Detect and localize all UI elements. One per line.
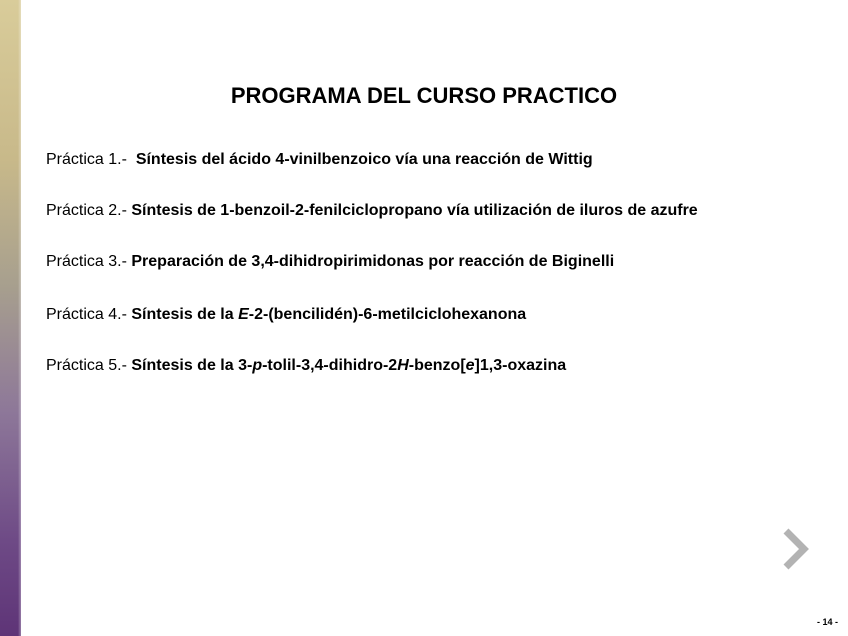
practice-item-5 [46, 357, 566, 375]
practice-label: Práctica 5.- [46, 357, 127, 374]
chevron-right-icon [780, 527, 810, 571]
practice-item-3 [46, 253, 614, 271]
practice-item-4 [46, 306, 526, 324]
page-number: - 14 - [816, 617, 838, 627]
practice-label: Práctica 1.- [46, 151, 127, 168]
practice-description: Síntesis de la 3-p-tolil-3,4-dihidro-2H-benzo[e]1,3-oxazina [131, 357, 567, 374]
practice-label: Práctica 2.- [46, 202, 127, 219]
practice-label: Práctica 4.- [46, 306, 127, 323]
practice-description: Síntesis de 1-benzoil-2-fenilciclopropano vía utilización de iluros de azufre [131, 202, 698, 219]
next-slide-button[interactable] [780, 527, 810, 571]
practice-description: Preparación de 3,4-dihidropirimidonas por reacción de Biginelli [131, 253, 615, 270]
practice-item-1 [46, 151, 593, 169]
practice-label: Práctica 3.- [46, 253, 127, 270]
page-title: PROGRAMA DEL CURSO PRACTICO [230, 83, 618, 108]
practice-description: Síntesis de la E-2-(bencilidén)-6-metilciclohexanona [131, 306, 527, 323]
practice-item-2 [46, 202, 698, 220]
practice-description: Síntesis del ácido 4-vinilbenzoico vía una reacción de Wittig [135, 151, 593, 168]
